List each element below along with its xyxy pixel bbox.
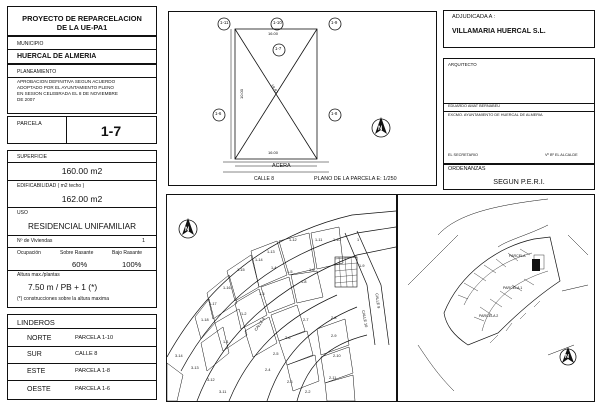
map1-parcel-label: 1-11: [315, 238, 323, 242]
map1-parcel-label: 1-6: [309, 268, 315, 272]
title-line-1: PROYECTO DE REPARCELACION: [22, 14, 142, 23]
parcel-plan-drawing: [169, 12, 438, 187]
lindero-value: CALLE 8: [75, 351, 98, 357]
plan-north-label: N: [378, 126, 383, 132]
map1-north-label: N: [185, 227, 190, 233]
map1-parcel-label: 1-18: [201, 318, 209, 322]
superficie-block: [7, 150, 157, 308]
map1-street-label: CALLE 10: [361, 309, 369, 328]
altura-value: 7.50 m / PB + 1 (*): [28, 282, 98, 292]
map1-parcel-label: 2-4: [265, 368, 271, 372]
lindero-dir: NORTE: [27, 335, 52, 342]
map1-parcel-label: 3-12: [207, 378, 215, 382]
uso-value: RESIDENCIAL UNIFAMILIAR: [28, 222, 136, 231]
map1-parcel-label: 1-5: [287, 270, 293, 274]
altura-note: (*) construcciones sobre la altura maxima: [17, 296, 109, 302]
map1-parcel-label: 1-16: [223, 286, 231, 290]
map1-parcel-label: 3-14: [175, 354, 183, 358]
plan-neighbor-label: 1-8: [331, 111, 338, 116]
parcela-value: 1-7: [100, 123, 122, 139]
viviendas-value: 1: [142, 238, 146, 244]
map1-parcel-label: 1-9: [359, 264, 365, 268]
plan-dim-top: 16.00: [268, 31, 279, 36]
map1-parcel-label: 1-12: [289, 238, 297, 242]
map2-parcel-label: PARCELA 2: [479, 314, 499, 318]
plan-dim-bottom: 16.00: [268, 150, 279, 155]
arquitecto-name: EDUARDO AMAT BERNABEU: [448, 104, 500, 108]
ocupacion-label: Ocupación: [17, 250, 41, 256]
plan-acera-label: ACERA: [272, 163, 291, 169]
municipio-block: [7, 36, 157, 64]
secretario-label: EL SECRETARIO: [448, 153, 478, 157]
lindero-dir: SUR: [27, 351, 42, 358]
map1-parcel-label: 1-17: [209, 302, 217, 306]
map1-parcel-label: 3-13: [191, 366, 199, 370]
ordenanzas-value: SEGUN P.E.R.I.: [493, 177, 545, 186]
uso-label: USO: [17, 210, 28, 216]
map1-parcel-label: 1-13: [267, 250, 275, 254]
viviendas-label: Nº de Viviendas: [17, 238, 53, 244]
edificabilidad-value: 162.00 m2: [61, 194, 103, 204]
lindero-dir: OESTE: [27, 386, 51, 393]
title-block: [7, 6, 157, 36]
situation-map-detail: [166, 194, 397, 402]
map1-parcel-label: 2-7: [303, 318, 309, 322]
map1-parcel-label: 2-10: [333, 354, 341, 358]
map2-parcel-label: PARCELA: [509, 254, 526, 258]
map2-north-label: N: [565, 354, 570, 360]
map1-parcel-label: 1-10: [333, 238, 341, 242]
adjudicada-value: VILLAMARIA HUERCAL S.L.: [452, 28, 546, 35]
ordenanzas-label: ORDENANZAS: [448, 166, 486, 172]
ayuntamiento-label: EXCMO. AYUNTAMIENTO DE HUERCAL DE ALMERIA: [448, 113, 543, 117]
altura-label: Altura max./plantas: [17, 272, 60, 278]
arquitecto-label: ARQUITECTO: [448, 62, 477, 67]
plan-neighbor-label: 1-7: [275, 46, 282, 51]
edificabilidad-label: EDIFICABILIDAD ( m2 techo ): [17, 183, 85, 189]
map2-parcel-label: PARCELA 1: [503, 286, 523, 290]
bajo-rasante-label: Bajo Rasante: [112, 250, 143, 256]
map1-parcel-label: 2-2: [305, 390, 311, 394]
map2-drawing: [398, 195, 594, 401]
ordenanzas-block: [443, 164, 595, 190]
map1-parcel-label: 3-11: [219, 390, 227, 394]
location-map: [397, 194, 595, 402]
plan-neighbor-label: 1-9: [331, 20, 338, 25]
superficie-label: SUPERFICIE: [17, 154, 48, 160]
municipio-value: HUERCAL DE ALMERIA: [17, 53, 97, 60]
map1-parcel-label: 1-1: [223, 340, 229, 344]
arquitecto-block: [443, 58, 595, 164]
parcela-block: [7, 116, 157, 144]
superficie-value: 160.00 m2: [61, 166, 103, 176]
map1-parcel-label: 2-3: [287, 380, 293, 384]
map1-drawing: [167, 195, 396, 401]
parcela-label: PARCELA: [17, 121, 42, 127]
lindero-value: PARCELA 1-6: [75, 386, 111, 392]
map1-parcel-label: 1-14: [255, 258, 263, 262]
planeamiento-label: PLANEAMIENTO: [17, 69, 57, 75]
title-line-2: DE LA UE-PA1: [56, 23, 108, 32]
sobre-rasante-value: 60%: [72, 260, 88, 269]
map1-parcel-label: 2-11: [329, 376, 337, 380]
adjudicada-block: [443, 10, 595, 48]
sobre-rasante-label: Sobre Rasante: [60, 250, 94, 256]
map1-parcel-label: 1-8: [301, 280, 307, 284]
alcalde-label: Vº Bº EL ALCALDE: [545, 153, 578, 157]
map1-parcel-label: 1-3: [259, 292, 265, 296]
map1-parcel-label: 2-6: [285, 336, 291, 340]
lindero-dir: ESTE: [27, 368, 46, 375]
planeamiento-line: EN SESION CELEBRADA EL 8 DE NOVIEMBRE: [17, 91, 118, 96]
plan-calle-label: CALLE 8: [254, 176, 275, 182]
adjudicada-label: ADJUDICADA A :: [452, 14, 496, 20]
map1-parcel-label: 2-5: [273, 352, 279, 356]
map1-street-label: CALLE 8: [253, 317, 266, 332]
map1-street-label: CALLE 9: [374, 292, 381, 309]
map1-parcel-label: 2-8: [331, 316, 337, 320]
plan-neighbor-label: 1-10: [273, 20, 282, 25]
map1-parcel-label: 2-9: [331, 334, 337, 338]
plan-dim-diag: 18.87: [269, 83, 280, 95]
parcel-plan: [168, 11, 437, 186]
linderos-label: LINDEROS: [17, 318, 55, 327]
planeamiento-line: ADOPTADO POR EL AYUNTAMIENTO PLENO: [17, 85, 114, 90]
planeamiento-line: APROBACION DEFINITIVA SEGUN ACUERDO: [17, 79, 116, 84]
lindero-value: PARCELA 1-8: [75, 368, 111, 374]
bajo-rasante-value: 100%: [122, 260, 142, 269]
plan-dim-left: 10.00: [239, 88, 245, 100]
map1-parcel-label: 1-15: [237, 268, 245, 272]
linderos-block: [7, 314, 157, 400]
map1-parcel-label: 1: [357, 238, 360, 242]
map1-parcel-label: 1-2: [241, 312, 247, 316]
plan-caption: PLANO DE LA PARCELA E: 1/250: [314, 176, 397, 182]
lindero-value: PARCELA 1-10: [75, 335, 114, 341]
planeamiento-block: [7, 64, 157, 114]
plan-neighbor-label: 1-6: [215, 111, 222, 116]
municipio-label: MUNICIPIO: [17, 41, 44, 47]
map1-parcel-label: 1-4: [271, 266, 277, 270]
plan-neighbor-label: 1-11: [220, 20, 229, 25]
planeamiento-line: DE 2007: [17, 97, 35, 102]
